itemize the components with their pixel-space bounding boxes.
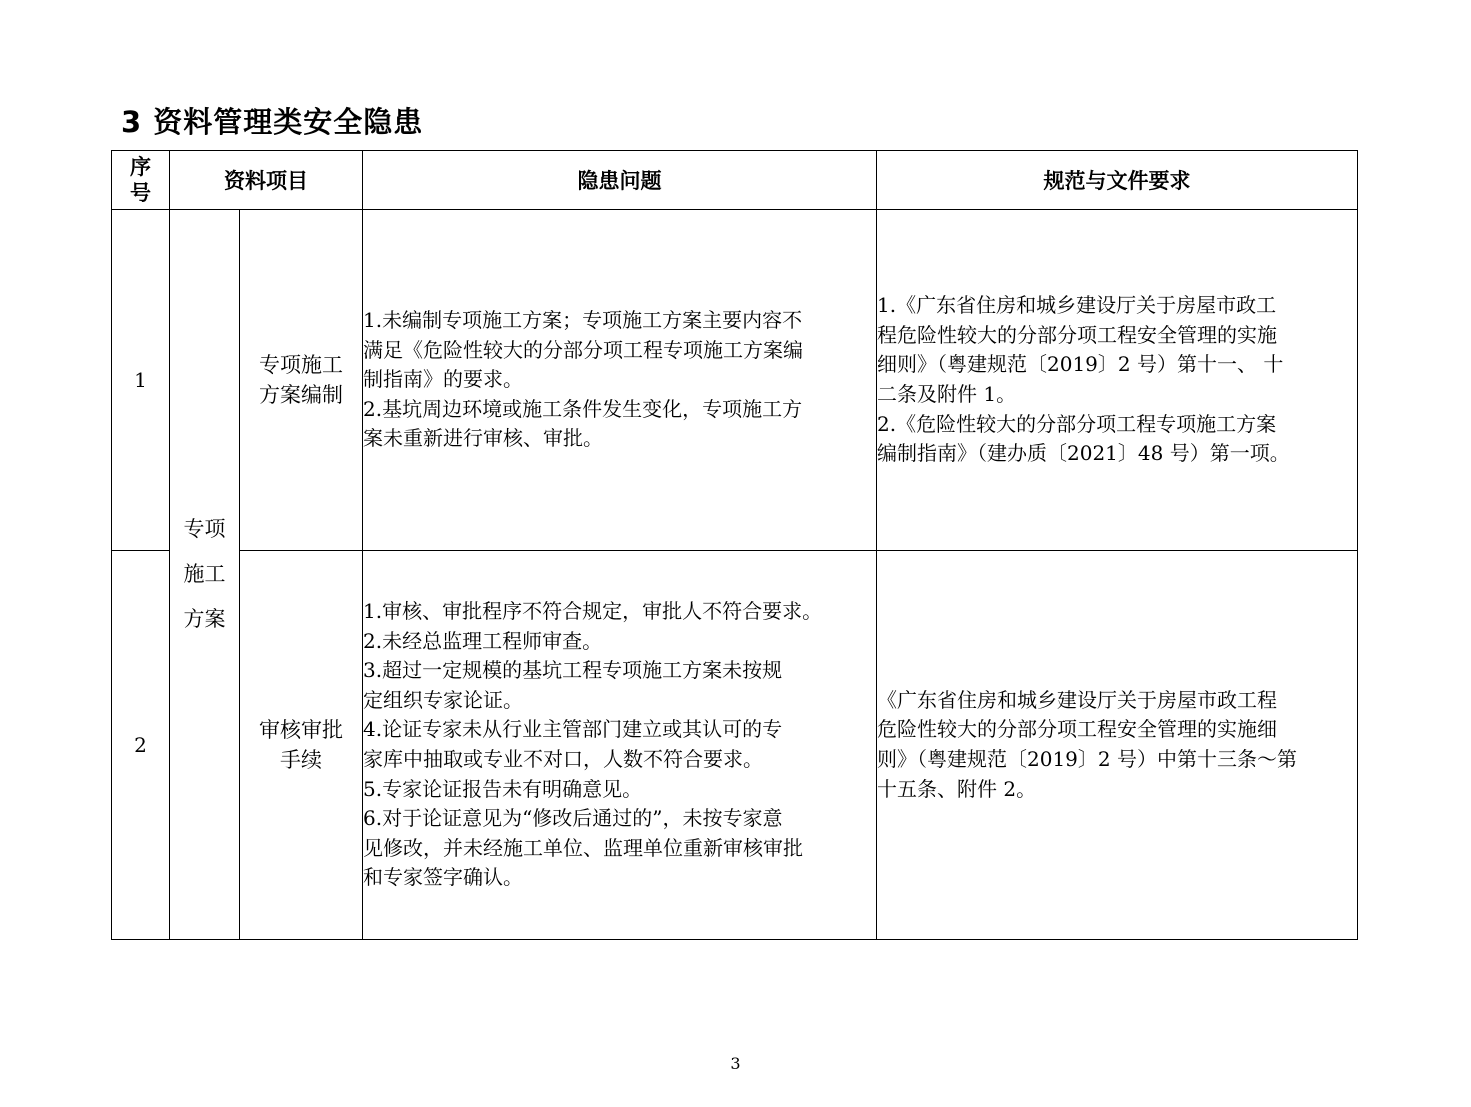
issue-line: 6.对于论证意见为“修改后通过的”，未按专家意 bbox=[363, 806, 783, 831]
category-label: 专项施工方案 bbox=[183, 517, 226, 631]
requirement-line: 危险性较大的分部分项工程安全管理的实施细 bbox=[877, 717, 1277, 742]
requirement-line: 细则》（粤建规范〔2019〕2 号）第十一、 十 bbox=[877, 352, 1284, 377]
issue-line: 5.专家论证报告未有明确意见。 bbox=[363, 776, 643, 801]
row-requirement bbox=[877, 210, 1358, 551]
issue-line: 3.超过一定规模的基坑工程专项施工方案未按规 bbox=[363, 658, 783, 683]
issue-line: 定组织专家论证。 bbox=[363, 687, 523, 712]
row-item-label: 专项施工方案编制 bbox=[259, 353, 343, 407]
table-row bbox=[112, 551, 1358, 940]
table-row bbox=[112, 210, 1358, 551]
issue-line: 1.审核、审批程序不符合规定，审批人不符合要求。 bbox=[363, 599, 823, 624]
issue-line: 和专家签字确认。 bbox=[363, 865, 523, 890]
requirement-line: 程危险性较大的分部分项工程安全管理的实施 bbox=[877, 322, 1277, 347]
table-header-row bbox=[112, 151, 1358, 210]
row-requirement bbox=[877, 551, 1358, 940]
row-issue bbox=[363, 210, 877, 551]
issue-line: 满足《危险性较大的分部分项工程专项施工方案编 bbox=[363, 337, 803, 362]
requirement-line: 《广东省住房和城乡建设厅关于房屋市政工程 bbox=[877, 687, 1277, 712]
category-cell bbox=[170, 210, 240, 940]
issue-line: 2.未经总监理工程师审查。 bbox=[363, 628, 603, 653]
header-seq-label: 序号 bbox=[130, 155, 151, 205]
row-seq: 2 bbox=[112, 551, 170, 940]
requirement-line: 1.《广东省住房和城乡建设厅关于房屋市政工 bbox=[877, 293, 1277, 318]
row-seq: 1 bbox=[112, 210, 170, 551]
requirement-line: 十五条、附件 2。 bbox=[877, 776, 1037, 801]
requirement-line: 二条及附件 1。 bbox=[877, 382, 1017, 406]
requirement-line: 2.《危险性较大的分部分项工程专项施工方案 bbox=[877, 411, 1277, 436]
issue-line: 见修改，并未经施工单位、监理单位重新审核审批 bbox=[363, 835, 803, 860]
header-item: 资料项目 bbox=[170, 151, 363, 210]
issue-line: 家库中抽取或专业不对口，人数不符合要求。 bbox=[363, 747, 763, 771]
issue-line: 1.未编制专项施工方案；专项施工方案主要内容不 bbox=[363, 308, 803, 333]
issue-line: 案未重新进行审核、审批。 bbox=[363, 426, 603, 451]
row-item bbox=[240, 210, 363, 551]
row-item-label: 审核审批手续 bbox=[259, 718, 343, 772]
requirement-line: 则》（粤建规范〔2019〕2 号）中第十三条～第 bbox=[877, 747, 1297, 771]
issue-line: 制指南》的要求。 bbox=[363, 367, 523, 392]
header-requirement: 规范与文件要求 bbox=[877, 151, 1358, 210]
hazard-table bbox=[111, 150, 1358, 940]
section-title: 3 资料管理类安全隐患 bbox=[121, 105, 424, 139]
requirement-line: 编制指南》（建办质〔2021〕48 号）第一项。 bbox=[877, 441, 1290, 466]
header-seq bbox=[112, 151, 170, 210]
page-number: 3 bbox=[730, 1054, 741, 1073]
row-item bbox=[240, 551, 363, 940]
header-issue: 隐患问题 bbox=[363, 151, 877, 210]
issue-line: 4.论证专家未从行业主管部门建立或其认可的专 bbox=[363, 717, 783, 742]
row-issue bbox=[363, 551, 877, 940]
issue-line: 2.基坑周边环境或施工条件发生变化，专项施工方 bbox=[363, 396, 803, 421]
